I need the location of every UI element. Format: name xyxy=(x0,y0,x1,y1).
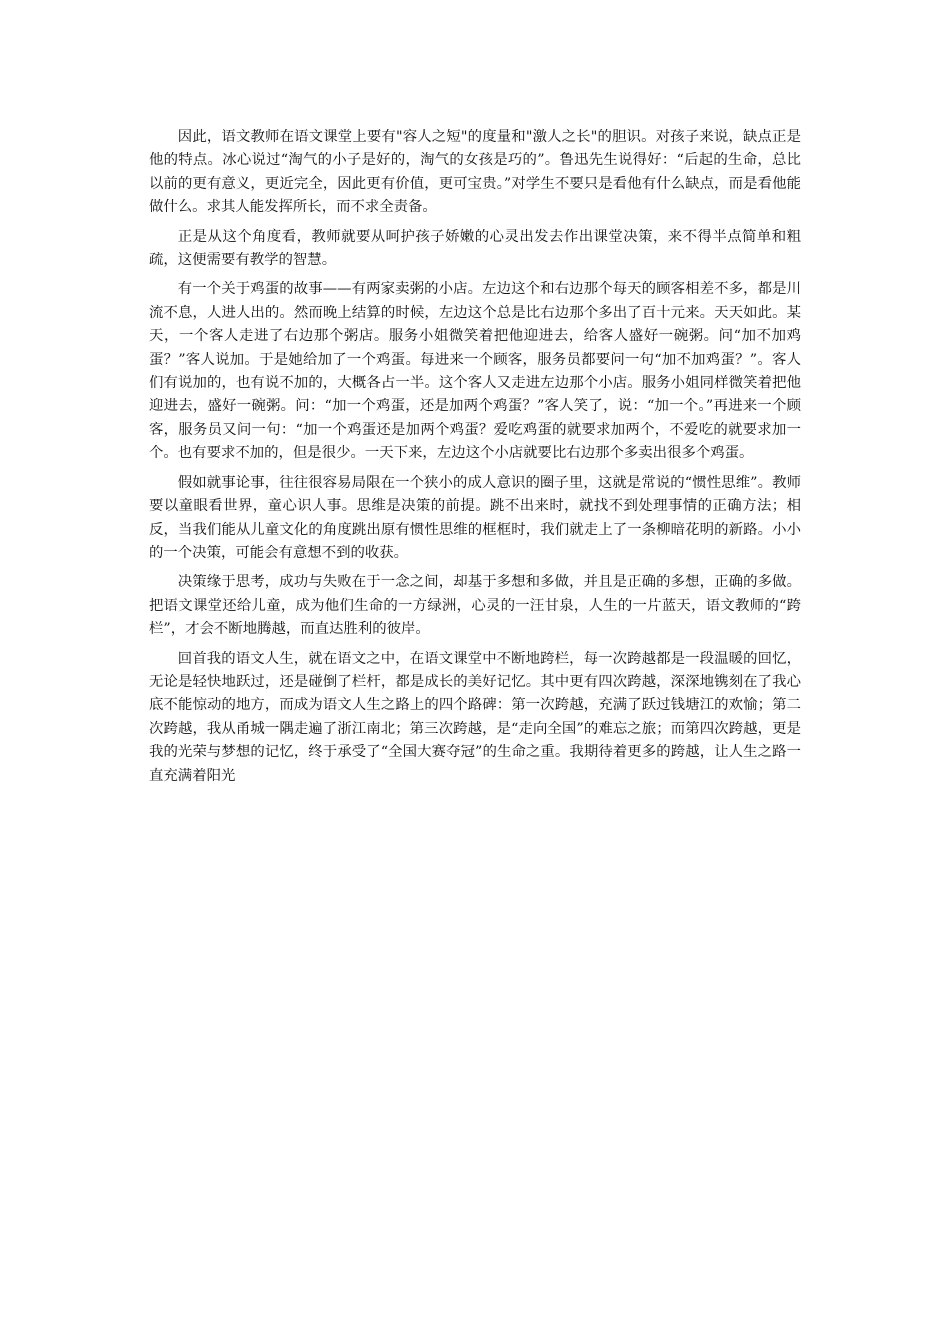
paragraph-5: 决策缘于思考，成功与失败在于一念之间，却基于多想和多做，并且是正确的多想，正确的多做。把语文课堂还给儿童，成为他们生命的一方绿洲，心灵的一汪甘泉，人生的一片蓝天，语文教师的“跨栏”，才会不断地腾越，而直达胜利的彼岸。 xyxy=(149,574,801,638)
document-body xyxy=(149,126,801,794)
paragraph-2: 正是从这个角度看，教师就要从呵护孩子娇嫩的心灵出发去作出课堂决策，来不得半点简单和粗疏，这便需要有教学的智慧。 xyxy=(149,228,801,269)
paragraph-6: 回首我的语文人生，就在语文之中，在语文课堂中不断地跨栏，每一次跨越都是一段温暖的回忆，无论是轻快地跃过，还是碰倒了栏杆，都是成长的美好记忆。其中更有四次跨越，深深地镌刻在了我心底不能惊动的地方，而成为语文人生之路上的四个路碑：第一次跨越，充满了跃过钱塘江的欢愉；第二次跨越，我从甬城一隅走遍了浙江南北；第三次跨越，是“走向全国”的难忘之旅；而第四次跨越，更是我的光荣与梦想的记忆，终于承受了“全国大赛夺冠”的生命之重。我期待着更多的跨越，让人生之路一直充满着阳光 xyxy=(149,650,801,784)
paragraph-4: 假如就事论事，往往很容易局限在一个狭小的成人意识的圈子里，这就是常说的“惯性思维”。教师要以童眼看世界，童心识人事。思维是决策的前提。跳不出来时，就找不到处理事情的正确方法；相反，当我们能从儿童文化的角度跳出原有惯性思维的框框时，我们就走上了一条柳暗花明的新路。小小的一个决策，可能会有意想不到的收获。 xyxy=(149,474,801,561)
paragraph-3: 有一个关于鸡蛋的故事——有两家卖粥的小店。左边这个和右边那个每天的顾客相差不多，都是川流不息，人进人出的。然而晚上结算的时候，左边这个总是比右边那个多出了百十元来。天天如此。某天，一个客人走进了右边那个粥店。服务小姐微笑着把他迎进去，给客人盛好一碗粥。问“加不加鸡蛋？”客人说加。于是她给加了一个鸡蛋。每进来一个顾客，服务员都要问一句“加不加鸡蛋？”。客人们有说加的，也有说不加的，大概各占一半。这个客人又走进左边那个小店。服务小姐同样微笑着把他迎进去，盛好一碗粥。问：“加一个鸡蛋，还是加两个鸡蛋？”客人笑了，说：“加一个。”再进来一个顾客，服务员又问一句：“加一个鸡蛋还是加两个鸡蛋？爱吃鸡蛋的就要求加两个，不爱吃的就要求加一个。也有要求不加的，但是很少。一天下来，左边这个小店就要比右边那个多卖出很多个鸡蛋。 xyxy=(149,281,801,462)
paragraph-1: 因此，语文教师在语文课堂上要有"容人之短"的度量和"激人之长"的胆识。对孩子来说，缺点正是他的特点。冰心说过“淘气的小子是好的，淘气的女孩是巧的”。鲁迅先生说得好：“后起的生命，总比以前的更有意义，更近完全，因此更有价值，更可宝贵。”对学生不要只是看他有什么缺点，而是看他能做什么。求其人能发挥所长，而不求全责备。 xyxy=(149,129,801,216)
